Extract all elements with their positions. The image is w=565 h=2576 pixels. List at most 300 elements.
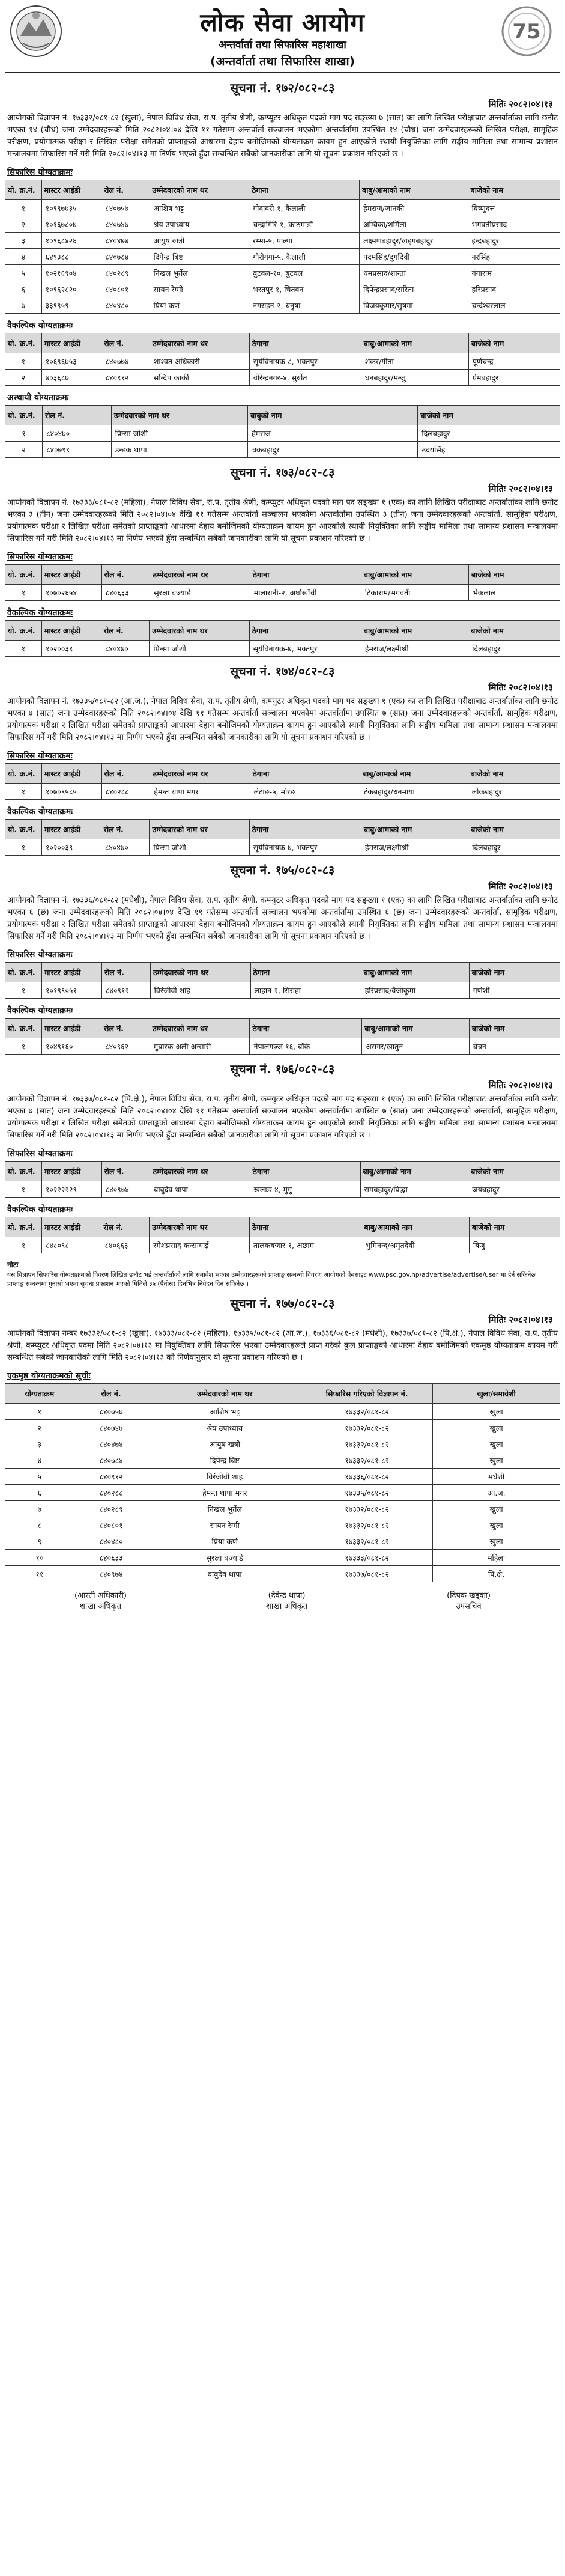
- table-cell: ८४०७५७: [101, 200, 150, 216]
- column-header: रोल नं.: [74, 1384, 148, 1404]
- signatory-name: (देवेन्द्र थापा): [268, 1591, 306, 1600]
- table-cell: उदयसिंह: [418, 442, 560, 458]
- table-cell: १: [5, 425, 43, 442]
- notice-title: सूचना नं. १७२/०८२-८३: [230, 81, 335, 95]
- table-cell: १: [5, 585, 42, 601]
- column-header: बाबु/आमाको नाम: [361, 1217, 469, 1237]
- provisional-list-title: अस्थायी योग्यताक्रमः: [7, 393, 69, 403]
- table-cell: ८४०९६२: [101, 1038, 150, 1055]
- table-cell: १०२००३९: [41, 839, 101, 856]
- table-cell: निखल भुर्तेल: [150, 265, 249, 281]
- column-header: मास्टर आईडी: [41, 1217, 101, 1237]
- table-cell: ८४०२८९: [101, 265, 150, 281]
- table-cell: अम्बिका/शर्मिला: [360, 216, 468, 233]
- table-cell: शंकर/गीता: [361, 353, 468, 370]
- table-cell: दिलबहादुर: [418, 425, 560, 442]
- note-text: यस विज्ञापन सिफारिस योग्यताक्रमको विवरण लिखित छनौट भई अन्तर्वार्ताको लागि समावेश भएका उम्मेदवारहरूको प्राप्ताङ्क सम्बन्धी विवरण आयोगको वेबसाइट www.psc.gov.np/advertise/advertise/user मा हेर्न सकिनेछ । प्राप्ताङ्क सम्बन्धमा गुनासो भएमा सूचना प्रकाशन भएको मितिले ३५ (पैंतीस) दिनभित्र निवेदन दिन सकिनेछ ।: [7, 1271, 540, 1288]
- table-cell: मुबारक अली अन्सारी: [150, 1038, 250, 1055]
- notice-date: मितिः २०८२।०४।१३: [488, 682, 553, 693]
- table-cell: ४: [5, 1452, 74, 1469]
- table-cell: प्रिन्सा जोशी: [111, 425, 247, 442]
- table-cell: हेमराज: [248, 425, 418, 442]
- column-header: रोल नं.: [101, 963, 150, 982]
- table-cell: चक्रबहादुर: [248, 442, 418, 458]
- column-header: उम्मेदवारको नाम थर: [150, 180, 249, 200]
- consolidated-merit-table: [5, 1383, 560, 1582]
- table-row: [5, 442, 560, 458]
- column-header: मास्टर आईडी: [41, 1019, 101, 1038]
- column-header: बाजेको नाम: [469, 1217, 560, 1237]
- table-cell: १०१६७८०७: [41, 216, 101, 233]
- column-header: बाजेको नाम: [468, 333, 560, 353]
- table-cell: १०७०९५८५: [41, 784, 101, 800]
- table-cell: ८४०९७४: [101, 1181, 150, 1198]
- table-row: [5, 1469, 560, 1485]
- table-cell: रमेशप्रसाद कन्सागाई: [150, 1237, 250, 1253]
- notice-175: [5, 862, 560, 1055]
- column-header: खुला/समावेशी: [433, 1384, 560, 1404]
- column-header: उम्मेदवारको नाम थर: [150, 1019, 250, 1038]
- table-cell: आयुष खत्री: [150, 233, 249, 249]
- column-header: उम्मेदवारको नाम थर: [150, 621, 249, 641]
- signatory-left: [74, 1591, 127, 1612]
- table-cell: बिजु: [469, 1237, 560, 1253]
- signatory-middle: [266, 1591, 307, 1612]
- table-cell: भुमिनन्द/अमृतदेवी: [361, 1237, 469, 1253]
- table-cell: २: [5, 1420, 74, 1436]
- table-cell: प्रिन्सा जोशी: [150, 641, 249, 657]
- column-header: यो. क्र.नं.: [5, 963, 42, 982]
- column-header: यो. क्र.नं.: [5, 764, 42, 784]
- column-header: बाजेको नाम: [469, 1019, 560, 1038]
- table-cell: ८४०४८०: [74, 1533, 148, 1550]
- notice-paragraph: आयोगको विज्ञापन नं. १७३३२/०८१-८२ (खुला), नेपाल विविध सेवा, रा.प. तृतीय श्रेणी, कम्प्युटर अधिकृत पदको माग पद सङ्ख्या ७ (सात) का लागि लिखित परीक्षाबाट अन्तर्वार्ताका लागि छनौट भएका १४ (चौध) जना उम्मेदवारहरूको मिति २०८२।०४।०४ देखि ११ गतेसम्म अन्तर्वार्ता सञ्चालन भएकोमा अन्तर्वार्तामा उपस्थित १४ (चौध) जना उम्मेदवारहरूको लिखित परीक्षा, सामूहिक परीक्षण, प्रयोगात्मक परीक्षा र लिखित परीक्षा समेतको प्राप्ताङ्कको आधारमा देहाय बमोजिमको योग्यताक्रम कायम हुन आएकोले स्थायी नियुक्तिका लागि सङ्घीय मामिला तथा सामान्य प्रशासन मन्त्रालयमा सिफारिस गर्ने गरी मिति २०८२।०४।१३ मा निर्णय भएको हुँदा सम्बन्धित सबैको जानकारीका लागि यो सूचना प्रकाशन गरिएको छ ।: [7, 114, 558, 159]
- column-header: उम्मेदवारको नाम थर: [150, 764, 250, 784]
- table-row: [5, 425, 560, 442]
- org-name: लोक सेवा आयोग: [200, 8, 365, 37]
- table-cell: ८४०४७०: [101, 839, 150, 856]
- table-cell: गंगाराम: [468, 265, 560, 281]
- table-cell: मालारानी-२, अर्घाखाँची: [250, 585, 361, 601]
- table-cell: १०९६८४२६: [41, 233, 101, 249]
- table-header-row: [5, 963, 560, 982]
- column-header: मास्टर आईडी: [41, 565, 101, 585]
- column-header: यो. क्र.नं.: [5, 565, 42, 585]
- table-cell: १७३३२/०८१-८२: [301, 1533, 433, 1550]
- column-header: बाजेको नाम: [468, 180, 560, 200]
- table-cell: १०२००३९: [41, 641, 101, 657]
- signature-block: [5, 1591, 560, 1612]
- alternate-table: [5, 620, 560, 657]
- table-row: [5, 1566, 560, 1582]
- table-cell: २: [5, 370, 42, 386]
- table-cell: हेमन्त थापा मगर: [150, 784, 250, 800]
- table-cell: बाबुदेव थापा: [148, 1566, 301, 1582]
- table-cell: हरिप्रसाद: [468, 281, 560, 297]
- column-header: मास्टर आईडी: [41, 621, 101, 641]
- column-header: ठेगाना: [250, 565, 361, 585]
- table-cell: ८४०९१२: [101, 982, 150, 999]
- table-cell: १: [5, 1237, 42, 1253]
- table-row: [5, 585, 560, 601]
- column-header: बाबु/आमाको नाम: [361, 963, 469, 982]
- table-row: [5, 1485, 560, 1501]
- table-cell: १७३३२/०८१-८२: [301, 1420, 433, 1436]
- table-cell: धमप्रसाद/शान्ता: [360, 265, 468, 281]
- table-cell: सूर्यविनायक-८, भक्तपुर: [249, 353, 361, 370]
- table-cell: गणेशी: [469, 982, 560, 999]
- page-header: [5, 0, 560, 73]
- column-header: उम्मेदवारको नाम थर: [150, 565, 250, 585]
- section-name: (अन्तर्वार्ता तथा सिफारिस शाखा): [210, 54, 355, 69]
- table-row: [5, 1404, 560, 1420]
- notice-title: सूचना नं. १७३/०८२-८३: [230, 465, 335, 480]
- column-header: मास्टर आईडी: [42, 963, 102, 982]
- table-cell: १०९९७७३५: [41, 200, 101, 216]
- division-name: अन्तर्वार्ता तथा सिफारिस महाशाखा: [219, 39, 346, 51]
- table-cell: लाहान-२, सिराहा: [250, 982, 361, 999]
- column-header: उम्मेदवारको नाम थर: [150, 1162, 250, 1181]
- table-cell: हरिप्रसाद/वैजीकुमा: [361, 982, 469, 999]
- table-cell: ८४०४७०: [101, 641, 150, 657]
- table-cell: ८४८०९८: [41, 1237, 101, 1253]
- column-header: रोल नं.: [101, 1162, 150, 1181]
- table-row: [5, 1237, 560, 1253]
- table-cell: सुरक्षा बज्याडे: [150, 585, 250, 601]
- column-header: यो. क्र.नं.: [5, 333, 42, 353]
- table-cell: भेकलाल: [468, 585, 560, 601]
- table-cell: ८४०७८४: [101, 249, 150, 265]
- table-header-row: [5, 565, 560, 585]
- table-cell: हेमराज/लक्ष्मीश्री: [361, 839, 468, 856]
- notice-paragraph: आयोगको विज्ञापन नं. १७३३६/०८१-८२ (मधेशी), नेपाल विविध सेवा, रा.प. तृतीय श्रेणी, कम्प्युटर अधिकृत पदको माग पद सङ्ख्या १ (एक) का लागि लिखित परीक्षाबाट अन्तर्वार्ताका लागि छनौट भएका ६ (छ) जना उम्मेदवारहरूको मिति २०८२।०४।०४ देखि ११ गतेसम्म अन्तर्वार्ता सञ्चालन भएकोमा अन्तर्वार्तामा उपस्थित ६ (छ) जना उम्मेदवारहरूको अन्तर्वार्ता, सामूहिक परीक्षण, प्रयोगात्मक परीक्षा र लिखित परीक्षा समेतको प्राप्ताङ्कको आधारमा देहाय बमोजिमको योग्यताक्रम कायम हुन आएकोले स्थायी नियुक्तिका लागि सङ्घीय मामिला तथा सामान्य प्रशासन मन्त्रालयमा सिफारिस गर्ने गरी मिति २०८२।०४।१३ मा निर्णय भएको हुँदा सम्बन्धित सबैको जानकारीका लागि यो सूचना प्रकाशन गरिएको छ ।: [7, 896, 558, 941]
- table-cell: पि.क्षे.: [433, 1566, 560, 1582]
- column-header: ठेगाना: [249, 621, 361, 641]
- table-cell: श्रेय उपाध्याय: [148, 1420, 301, 1436]
- table-cell: गोदावरी-१, कैलाली: [249, 200, 360, 216]
- table-row: [5, 1517, 560, 1533]
- column-header: यो. क्र.नं.: [5, 1162, 42, 1181]
- table-header-row: [5, 1217, 560, 1237]
- table-row: [5, 1501, 560, 1517]
- recommended-table: [5, 763, 560, 800]
- table-cell: ८४०९१२: [74, 1469, 148, 1485]
- column-header: उम्मेदवारको नाम थर: [148, 1384, 301, 1404]
- recommended-list-title: सिफारिस योग्यताक्रमः: [7, 168, 73, 177]
- notice-title: सूचना नं. १७५/०८२-८३: [230, 863, 335, 877]
- column-header: सिफारिस गरिएको विज्ञापन नं.: [301, 1384, 433, 1404]
- table-cell: भरतपुर-१, चितवन: [249, 281, 360, 297]
- consolidated-list-title: एकमुष्ठ योग्यताक्रमको सूचीः: [7, 1371, 91, 1381]
- table-cell: आशिष भट्ट: [148, 1404, 301, 1420]
- table-cell: चन्द्रागिरि-१, काठमाडौं: [249, 216, 360, 233]
- notice-paragraph: आयोगको विज्ञापन नम्बर १७३३२/०८१-८२ (खुला), १७३३३/०८१-८२ (महिला), १७३३५/०८१-८२ (आ.ज.), १७३३६/०८१-८२ (मधेशी), १७३३७/०८१-८२ (पि.क्षे.), नेपाल विविध सेवा, रा.प. तृतीय श्रेणी, कम्प्युटर अधिकृत पदमा मिति २०८२।०४।१३ मा नियुक्तिका लागि सिफारिस भएका उम्मेदवारहरूले प्राप्त गरेको कुल प्राप्ताङ्कको आधारमा देहाय बमोजिमको एकमुष्ठ योग्यताक्रम कायम गरी सम्बन्धित सबैको जानकारीको लागि मिति २०८२।०४।१३ को निर्णयानुसार यो सूचना प्रकाशन गरिएको छ ।: [7, 1329, 558, 1362]
- table-cell: ८४०२८९: [74, 1501, 148, 1517]
- table-cell: प्रिन्सा जोशी: [150, 839, 249, 856]
- alternate-list-title: वैकल्पिक योग्यताक्रमः: [7, 1006, 73, 1015]
- table-cell: १: [5, 641, 42, 657]
- alternate-list-title: वैकल्पिक योग्यताक्रमः: [7, 1205, 73, 1214]
- table-cell: भगवतीप्रसाद: [468, 216, 560, 233]
- table-cell: बाबुदेव थापा: [150, 1181, 250, 1198]
- table-cell: १: [5, 1181, 42, 1198]
- table-cell: प्रिया कर्ण: [148, 1533, 301, 1550]
- table-cell: १७३३२/०८१-८२: [301, 1436, 433, 1452]
- notice-title: सूचना नं. १७७/०८२-८३: [230, 1296, 335, 1311]
- column-header: रोल नं.: [101, 764, 150, 784]
- alternate-table: [5, 819, 560, 856]
- column-header: बाजेको नाम: [469, 963, 560, 982]
- table-cell: आ.ज.: [433, 1485, 560, 1501]
- table-cell: ८४०७९९: [43, 442, 112, 458]
- table-cell: ११: [5, 1566, 74, 1582]
- column-header: ठेगाना: [250, 1019, 362, 1038]
- signatory-role: उपसचिव: [456, 1602, 482, 1611]
- table-cell: लक्ष्मणबहादुर/खड्गबहादुर: [360, 233, 468, 249]
- table-cell: ४: [5, 249, 42, 265]
- table-row: [5, 297, 560, 314]
- table-row: [5, 1550, 560, 1566]
- table-cell: विरंजीवी शाह: [150, 982, 250, 999]
- table-cell: निखल भुर्तेल: [148, 1501, 301, 1517]
- table-cell: १: [5, 1404, 74, 1420]
- column-header: मास्टर आईडी: [41, 180, 101, 200]
- column-header: बाजेको नाम: [468, 565, 560, 585]
- table-cell: डन्डक थापा: [111, 442, 247, 458]
- table-row: [5, 839, 560, 856]
- table-cell: मधेशी: [433, 1469, 560, 1485]
- table-cell: खुला: [433, 1452, 560, 1469]
- table-cell: ७: [5, 297, 42, 314]
- table-cell: ७: [5, 1501, 74, 1517]
- signatory-name: (आरती अधिकारी): [74, 1591, 127, 1600]
- table-cell: टंकबहादुर/धनमाया: [360, 784, 468, 800]
- table-row: [5, 1533, 560, 1550]
- table-cell: प्रेमबहादुर: [468, 370, 560, 386]
- table-header-row: [5, 333, 560, 353]
- table-cell: हेमराज/जानकी: [360, 200, 468, 216]
- table-cell: ८४०७४७: [74, 1420, 148, 1436]
- table-cell: खुला: [433, 1517, 560, 1533]
- column-header: बाबु/आमाको नाम: [361, 820, 468, 839]
- table-cell: ८४०८०१: [74, 1517, 148, 1533]
- table-cell: जयबहादुर: [468, 1181, 560, 1198]
- notice-paragraph: आयोगको विज्ञापन नं. १७३३३/०८१-८२ (महिला), नेपाल विविध सेवा, रा.प. तृतीय श्रेणी, कम्प्युटर अधिकृत पदको माग पद सङ्ख्या १ (एक) का लागि लिखित परीक्षाबाट अन्तर्वार्ताका लागि छनौट भएका ३ (तीन) जना उम्मेदवारहरूको मिति २०८२।०४।०४ देखि ११ गतेसम्म अन्तर्वार्ता सञ्चालन भएकोमा अन्तर्वार्तामा उपस्थित ३ (तीन) जना उम्मेदवारहरूको अन्तर्वार्ता, सामूहिक परीक्षण, प्रयोगात्मक परीक्षा र लिखित परीक्षा समेतको प्राप्ताङ्कको आधारमा देहाय बमोजिमको योग्यताक्रम कायम हुन आएकोले स्थायी नियुक्तिका लागि सङ्घीय मामिला तथा सामान्य प्रशासन मन्त्रालयमा सिफारिस गर्ने गरी मिति २०८२।०४।१३ मा निर्णय भएको हुँदा सम्बन्धित सबैको जानकारीका लागि यो सूचना प्रकाशन गरिएको छ ।: [7, 498, 558, 543]
- signatory-role: शाखा अधिकृत: [266, 1602, 308, 1611]
- table-cell: १७३३५/०८१-८२: [301, 1485, 433, 1501]
- table-cell: १७३३३/०८१-८२: [301, 1550, 433, 1566]
- table-cell: विरंजीवी शाह: [148, 1469, 301, 1485]
- signatory-role: शाखा अधिकृत: [80, 1602, 122, 1611]
- table-cell: ८४०६३३: [74, 1550, 148, 1566]
- column-header: ठेगाना: [249, 333, 361, 353]
- table-header-row: [5, 764, 560, 784]
- column-header: बाजेको नाम: [468, 1162, 560, 1181]
- column-header: बाजेको नाम: [418, 406, 560, 425]
- table-cell: ८४०९७४: [74, 1566, 148, 1582]
- table-cell: १०६९६७५३: [41, 353, 101, 370]
- table-cell: खुला: [433, 1404, 560, 1420]
- table-cell: ८४०६३३: [101, 585, 150, 601]
- notice-date: मितिः २०८२।०४।१३: [488, 881, 553, 892]
- table-cell: सायन रेग्मी: [150, 281, 249, 297]
- table-cell: १७३३६/०८१-८२: [301, 1469, 433, 1485]
- recommended-list-title: सिफारिस योग्यताक्रमः: [7, 950, 73, 960]
- recommended-table: [5, 962, 560, 999]
- table-cell: विष्णुदत्त: [468, 200, 560, 216]
- table-cell: दिपेन्द्रप्रसाद/सरिता: [360, 281, 468, 297]
- table-cell: बेचन: [469, 1038, 560, 1055]
- table-cell: ३३९९५९: [41, 297, 101, 314]
- table-cell: ८४०२८८: [74, 1485, 148, 1501]
- alternate-list-title: वैकल्पिक योग्यताक्रमः: [7, 608, 73, 618]
- table-row: [5, 1436, 560, 1452]
- table-cell: १: [5, 1038, 42, 1055]
- table-cell: २: [5, 216, 42, 233]
- table-cell: दिपेन्द्र बिष्ट: [148, 1452, 301, 1469]
- table-header-row: [5, 180, 560, 200]
- notice-paragraph: आयोगको विज्ञापन नं. १७३३५/०८१-८२ (आ.ज.), नेपाल विविध सेवा, रा.प. तृतीय श्रेणी, कम्प्युटर अधिकृत पदको माग पद सङ्ख्या १ (एक) का लागि लिखित परीक्षाबाट अन्तर्वार्ताका लागि छनौट भएका ७ (सात) जना उम्मेदवारहरूको मिति २०८२।०४।०४ देखि ११ गतेसम्म अन्तर्वार्ता सञ्चालन भएकोमा अन्तर्वार्तामा उपस्थित ७ (सात) जना उम्मेदवारहरूको अन्तर्वार्ता, सामूहिक परीक्षण, प्रयोगात्मक परीक्षा र लिखित परीक्षा समेतको प्राप्ताङ्कको आधारमा देहाय बमोजिमको योग्यताक्रम कायम हुन आएकोले स्थायी नियुक्तिका लागि सङ्घीय मामिला तथा सामान्य प्रशासन मन्त्रालयमा सिफारिस गर्ने गरी मिति २०८२।०४।१३ मा निर्णय भएको हुँदा सम्बन्धित सबैको जानकारीका लागि यो सूचना प्रकाशन गरिएको छ ।: [7, 697, 558, 742]
- table-header-row: [5, 406, 560, 425]
- table-cell: ८४०७५७: [74, 1404, 148, 1420]
- table-cell: ५: [5, 265, 42, 281]
- table-cell: नगराइन-२, धनुषा: [249, 297, 360, 314]
- recommended-table: [5, 564, 560, 601]
- notice-date: मितिः २०८२।०४।१३: [488, 1080, 553, 1091]
- table-cell: सूर्यविनायक-७, भक्तपुर: [249, 839, 361, 856]
- table-header-row: [5, 621, 560, 641]
- table-cell: बुटवल-१०, बुटवल: [249, 265, 360, 281]
- column-header: यो. क्र.नं.: [5, 180, 42, 200]
- column-header: उम्मेदवारको नाम थर: [150, 820, 249, 839]
- table-cell: पूर्णचन्द्र: [468, 353, 560, 370]
- table-cell: दिलबहादुर: [468, 641, 560, 657]
- notice-title: सूचना नं. १७४/०८२-८३: [230, 664, 335, 678]
- recommended-table: [5, 1161, 560, 1198]
- table-row: [5, 1452, 560, 1469]
- notice-date: मितिः २०८२।०४।१३: [488, 1314, 553, 1325]
- recommended-list-title: सिफारिस योग्यताक्रमः: [7, 751, 73, 761]
- table-cell: १७३३२/०८१-८२: [301, 1452, 433, 1469]
- table-row: [5, 281, 560, 297]
- table-cell: खलाङ-४, मुगु: [250, 1181, 360, 1198]
- alternate-list-title: वैकल्पिक योग्यताक्रमः: [7, 321, 73, 330]
- table-cell: सायन रेग्मी: [148, 1517, 301, 1533]
- recommended-list-title: सिफारिस योग्यताक्रमः: [7, 552, 73, 562]
- table-cell: ८४०२८८: [101, 784, 150, 800]
- column-header: बाबु/आमाको नाम: [360, 1162, 468, 1181]
- signatory-right: [447, 1591, 491, 1612]
- table-cell: ८४०७७४: [101, 353, 150, 370]
- table-cell: सुरक्षा बज्याडे: [148, 1550, 301, 1566]
- table-cell: सन्दिप कार्की: [150, 370, 249, 386]
- notice-paragraph: आयोगको विज्ञापन नं. १७३३७/०८१-८२ (पि.क्षे.), नेपाल विविध सेवा, रा.प. तृतीय श्रेणी, कम्प्युटर अधिकृत पदको माग पद सङ्ख्या १ (एक) का लागि लिखित परीक्षाबाट अन्तर्वार्ताका लागि छनौट भएका ७ (सात) जना उम्मेदवारहरूको मिति २०८२।०४।०४ देखि ११ गतेसम्म अन्तर्वार्ता सञ्चालन भएकोमा अन्तर्वार्तामा उपस्थित ७ (सात) जना उम्मेदवारहरूको अन्तर्वार्ता, सामूहिक परीक्षण, प्रयोगात्मक परीक्षा र लिखित परीक्षा समेतको प्राप्ताङ्कको आधारमा देहाय बमोजिमको योग्यताक्रम कायम हुन आएकोले स्थायी नियुक्तिका लागि सङ्घीय मामिला तथा सामान्य प्रशासन मन्त्रालयमा सिफारिस गर्ने गरी मिति २०८२।०४।१३ मा निर्णय भएको हुँदा सम्बन्धित सबैको जानकारीका लागि यो सूचना प्रकाशन गरिएको छ ।: [7, 1095, 558, 1140]
- column-header: ठेगाना: [249, 820, 361, 839]
- column-header: मास्टर आईडी: [41, 1162, 101, 1181]
- table-cell: ८४०४८०: [101, 297, 150, 314]
- table-cell: खुला: [433, 1436, 560, 1452]
- table-cell: हेमन्त थापा मगर: [148, 1485, 301, 1501]
- column-header: बाजेको नाम: [468, 621, 560, 641]
- column-header: मास्टर आईडी: [41, 820, 101, 839]
- table-cell: ६: [5, 1485, 74, 1501]
- column-header: ठेगाना: [250, 1162, 360, 1181]
- table-cell: १०२२२२२९: [41, 1181, 101, 1198]
- table-cell: ८४०७४७: [101, 216, 150, 233]
- table-row: [5, 200, 560, 216]
- column-header: बाबु/आमाको नाम: [362, 1019, 470, 1038]
- recommended-table: [5, 180, 560, 314]
- notice-title: सूचना नं. १७६/०८२-८३: [230, 1062, 335, 1076]
- column-header: उम्मेदवारको नाम थर: [150, 333, 249, 353]
- table-cell: ८४०४७४: [101, 233, 150, 249]
- table-cell: १: [5, 353, 42, 370]
- column-header: बाबुको नाम: [248, 406, 418, 425]
- table-cell: विजयकुमार/सुषमा: [360, 297, 468, 314]
- table-cell: १७३३७/०८१-८२: [301, 1566, 433, 1582]
- signatory-name: (दिपक खड्का): [447, 1591, 491, 1600]
- table-cell: ४०३६८७: [41, 370, 101, 386]
- table-cell: गौरीगंगा-५, कैलाली: [249, 249, 360, 265]
- table-cell: खुला: [433, 1533, 560, 1550]
- table-cell: ८४०४७४: [74, 1436, 148, 1452]
- table-cell: ८४०४७०: [43, 425, 112, 442]
- column-header: रोल नं.: [101, 1019, 150, 1038]
- table-cell: असगर/खातुन: [362, 1038, 470, 1055]
- column-header: रोल नं.: [101, 820, 150, 839]
- table-cell: श्रेय उपाध्याय: [150, 216, 249, 233]
- table-cell: १: [5, 784, 42, 800]
- table-cell: पदमसिंह/दुर्गादेवी: [360, 249, 468, 265]
- table-row: [5, 1038, 560, 1055]
- table-cell: खुला: [433, 1420, 560, 1436]
- table-cell: रामबहादुर/बिद्धा: [360, 1181, 468, 1198]
- notice-date: मितिः २०८२।०४।१३: [488, 483, 553, 494]
- notice-177: [5, 1295, 560, 1612]
- table-cell: १०१९९०५१: [42, 982, 102, 999]
- note-title: नोटः: [7, 1261, 19, 1269]
- column-header: यो. क्र.नं.: [5, 1217, 42, 1237]
- table-cell: ६४९३८८: [41, 249, 101, 265]
- alternate-table: [5, 1217, 560, 1253]
- column-header: ठेगाना: [250, 963, 361, 982]
- table-cell: धनबहादुर/मन्जु: [361, 370, 468, 386]
- table-cell: वीरेन्द्रनगर-४, सुर्खेत: [249, 370, 361, 386]
- table-cell: ९: [5, 1533, 74, 1550]
- table-cell: ३: [5, 233, 42, 249]
- table-cell: ५: [5, 1469, 74, 1485]
- column-header: बाबु/आमाको नाम: [360, 180, 468, 200]
- table-header-row: [5, 1384, 560, 1404]
- table-cell: १७३३२/०८१-८२: [301, 1404, 433, 1420]
- column-header: योग्यताक्रम: [5, 1384, 74, 1404]
- column-header: मास्टर आईडी: [41, 764, 101, 784]
- table-cell: २: [5, 442, 43, 458]
- table-row: [5, 784, 560, 800]
- column-header: यो. क्र.नं.: [5, 820, 42, 839]
- table-cell: १०४९१६०: [41, 1038, 101, 1055]
- anniversary-logo-icon: [499, 4, 554, 59]
- notice-173: [5, 464, 560, 657]
- table-row: [5, 641, 560, 657]
- table-cell: १: [5, 200, 42, 216]
- table-cell: आयुष खत्री: [148, 1436, 301, 1452]
- anniversary-number: 75: [512, 20, 541, 44]
- column-header: बाजेको नाम: [468, 764, 560, 784]
- column-header: ठेगाना: [249, 1217, 361, 1237]
- table-cell: १०९६२८२०: [41, 281, 101, 297]
- table-row: [5, 353, 560, 370]
